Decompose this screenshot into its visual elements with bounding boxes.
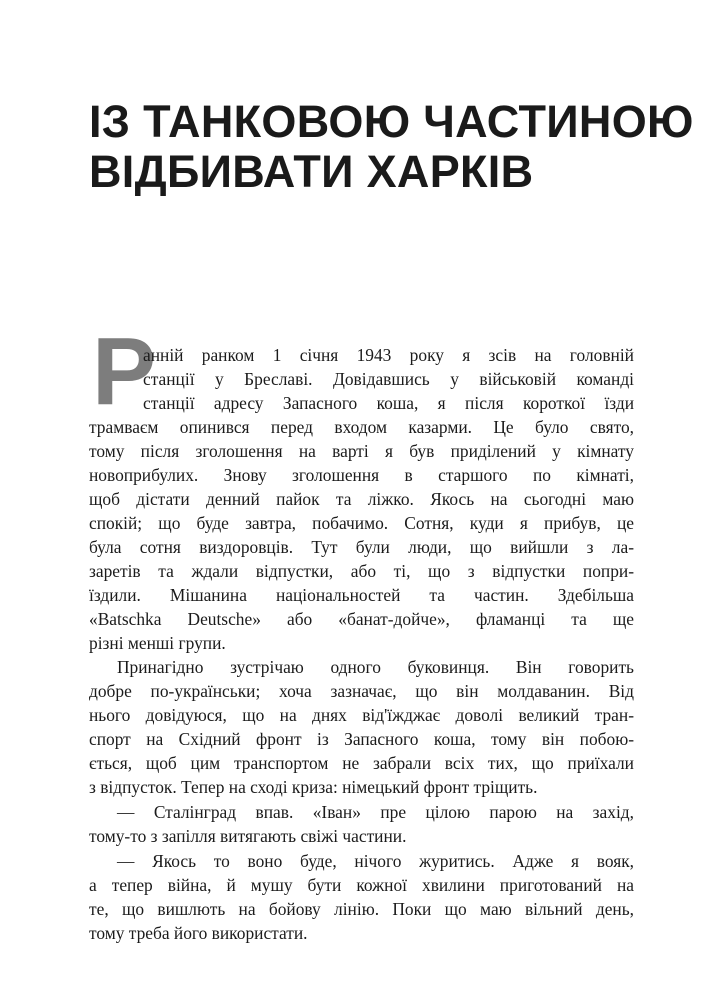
text-line: тому після зголошення на варті я був приділений у кімнату [89,441,634,461]
text-line: — Якось то воно буде, нічого журитись. Адже я вояк, [117,851,634,871]
text-line: добре по-українськи; хоча зазначає, що він молдаванин. Від [89,681,634,701]
text-line: «Batschka Deutsche» або «банат-дойче», фламанці та ще [89,609,634,629]
text-line: була сотня виздоровців. Тут були люди, що вийшли з ла- [89,537,634,557]
text-line: Принагідно зустрічаю одного буковинця. Він говорить [117,657,634,677]
text-line: тому треба його використати. [89,923,308,943]
chapter-title-line-2-text: ВІДБИВАТИ ХАРКІВ [89,146,534,197]
text-line: з відпусток. Тепер на сході криза: німецький фронт тріщить. [89,777,538,797]
text-line: різні менші групи. [89,633,226,653]
chapter-title-line-2 [89,147,649,197]
text-line: станції адресу Запасного коша, я після короткої їзди [143,393,634,413]
drop-cap: Р [92,318,157,425]
text-line: їздили. Мішанина національностей та частин. Здебільша [89,585,634,605]
text-line: тому-то з запілля витягають свіжі частини. [89,826,407,846]
text-line: те, що вишлють на бойову лінію. Поки що маю вільний день, [89,899,634,919]
chapter-title [89,96,694,197]
text-line: щоб дістати денний пайок та ліжко. Якось на сьогодні маю [89,489,634,509]
text-line: нього довідуюся, що на днях від'їжджає доволі великий тран- [89,705,634,725]
text-line: трамваєм опинився перед входом казарми. Це було свято, [89,417,634,437]
text-line: — Сталінград впав. «Іван» пре цілою парою на захід, [117,802,634,822]
text-line: анній ранком 1 січня 1943 року я зсів на головній [143,345,634,365]
text-line: спокій; що буде завтра, побачимо. Сотня, куди я прибув, це [89,513,634,533]
text-line: ється, щоб цим транспортом не забрали всіх тих, що приїхали [89,753,634,773]
text-line: спорт на Східний фронт із Запасного коша, тому він побою- [89,729,634,749]
text-line: заретів та ждали відпустки, або ті, що з відпустки попри- [89,561,634,581]
text-line: новоприбулих. Знову зголошення в старшого по кімнаті, [89,465,634,485]
chapter-title-line-1: ІЗ ТАНКОВОЮ ЧАСТИНОЮ [89,96,694,147]
text-line: станції у Бреславі. Довідавшись у військовій команді [143,369,634,389]
text-line: а тепер війна, й мушу бути кожної хвилини приготований на [89,875,634,895]
